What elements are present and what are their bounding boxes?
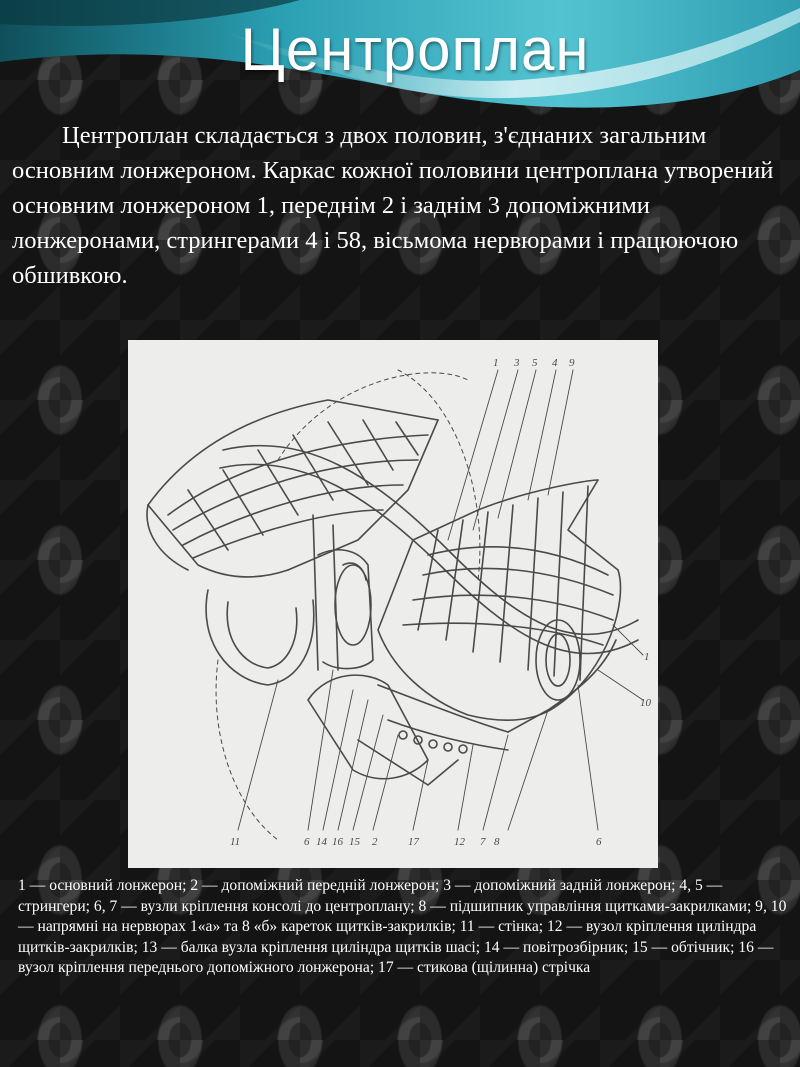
label-right-2: 10 — [640, 697, 651, 709]
label-bottom-3: 14 — [316, 836, 327, 848]
label-bottom-10: 8 — [494, 836, 500, 848]
label-top-5: 9 — [569, 357, 575, 369]
centerplane-drawing — [128, 340, 658, 868]
label-bottom-8: 12 — [454, 836, 465, 848]
label-bottom-1: 11 — [230, 836, 241, 848]
label-top-2: 3 — [514, 357, 520, 369]
label-bottom-6: 2 — [372, 836, 378, 848]
label-bottom-4: 16 — [332, 836, 343, 848]
label-top-1: 1 — [493, 357, 499, 369]
intro-paragraph: Центроплан складається з двох половин, з'єднаних загальним основним лонжероном. Каркас кожної половини центроплана утворений основним лонжероном 1, переднім 2 і заднім 3 допоміжними лонжеронами, стрингерами 4 і 58, вісьмома нервюрами і працюючою обшивкою. — [12, 122, 774, 289]
label-top-4: 4 — [552, 357, 558, 369]
label-top-3: 5 — [532, 357, 538, 369]
figure-caption: 1 — основний лонжерон; 2 — допоміжний передній лонжерон; 3 — допоміжний задній лонжерон; 4, 5 — стрингери; 6, 7 — вузли кріплення консолі до центроплану; 8 — підшипник управління щитками-закрилками; 9, 10 — напрямні на нервюрах 1«а» та 8 «б» кареток щитків-закрилків; 11 — стінка; 12 — вузол кріплення циліндра щитків-закрилків; 13 — балка вузла кріплення циліндра щитків шасі; 14 — повітрозбірник; 15 — обтічник; 16 — вузол кріплення переднього допоміжного лонжерона; 17 — стикова (щілинна) стрічка — [18, 877, 787, 976]
label-right-1: 1 — [644, 651, 650, 663]
label-bottom-9: 7 — [480, 836, 486, 848]
slide-title: Центроплан — [240, 16, 590, 83]
label-bottom-7: 17 — [408, 836, 419, 848]
label-bottom-5: 15 — [349, 836, 360, 848]
label-bottom-11: 6 — [596, 836, 602, 848]
label-bottom-2: 6 — [304, 836, 310, 848]
